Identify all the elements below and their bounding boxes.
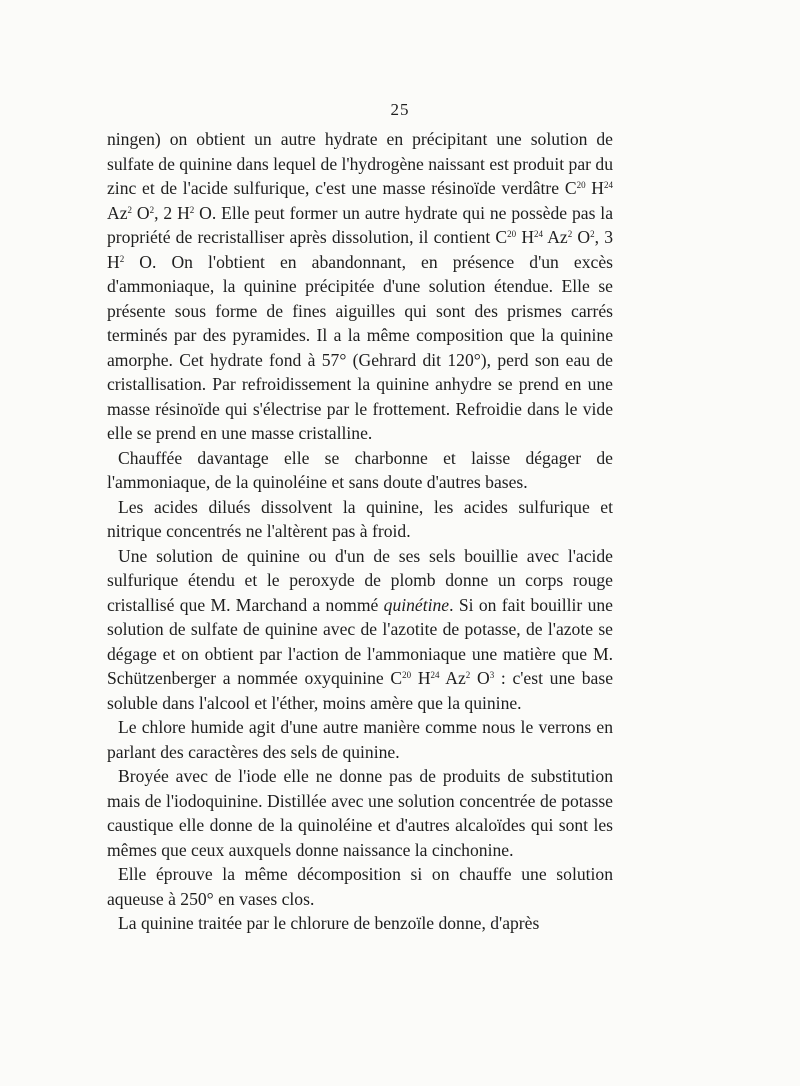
superscript: 2 (119, 253, 125, 264)
text-run: H (411, 668, 431, 688)
text-run: ningen) on obtient un autre hydrate en précipitant une solution de sulfate de quinine dans lequel de l'hydrogène naissant est produit par du zinc et de l'acide sulfurique, c'est une masse résinoïde verdâtre C (107, 129, 613, 198)
text-run: Le chlore humide agit d'une autre manière comme nous le verrons en parlant des caractères des sels de quinine. (107, 717, 613, 762)
text-run: Az (439, 668, 466, 688)
superscript: 2 (567, 229, 573, 239)
italic-term: quinétine (383, 594, 450, 615)
paragraph (107, 544, 613, 716)
text-run: La quinine traitée par le chlorure de benzoïle donne, d'après (118, 913, 540, 933)
text-run: Une solution de quinine ou d'un de ses sels bouillie avec l'acide sulfurique étendu et le peroxyde de plomb donne un corps rouge cristallisé que M. Marchand a nommé (107, 545, 613, 615)
text-run: O. On l'obtient en abandonnant, en présence d'un excès d'ammoniaque, la quinine précipitée d'une solution étendue. Elle se présente sous forme de fines aiguilles qui sont des prismes carrés terminés par des pyramides. Il a la même composition que la quinine amorphe. Cet hydrate fond à 57° (Gehrard dit 120°), perd son eau de cristallisation. Par refroidissement la quinine anhydre se prend en une masse résinoïde qui s'électrise par le frottement. Refroidie dans le vide elle se prend en une masse cristalline. (107, 251, 613, 443)
superscript: 2 (189, 204, 195, 215)
text-run: H (585, 178, 604, 198)
superscript: 2 (465, 670, 471, 680)
superscript: 20 (576, 180, 586, 190)
superscript: 20 (402, 670, 412, 680)
text-run: . Si on fait bouillir une solution de sulfate de quinine avec de l'azotite de potasse, de l'azote se dégage et on obtient par l'action de l'ammoniaque une matière que M. Schützenberger a nommée oxyquinine C (107, 594, 613, 688)
text-run: O (132, 202, 150, 223)
superscript: 2 (149, 204, 155, 215)
paragraph (107, 862, 613, 911)
superscript: 24 (604, 180, 613, 190)
text-run: Broyée avec de l'iode elle ne donne pas de produits de substitution mais de l'iodoquinine. Distillée avec une solution concentrée de potasse caustique elle donne de la quinoléine et d'autres alcaloïdes qui sont les mêmes que ceux auxquels donne naissance la cinchonine. (107, 766, 613, 860)
superscript: 3 (489, 670, 495, 680)
superscript: 24 (430, 670, 440, 680)
text-run: : c'est une base soluble dans l'alcool et l'éther, moins amère que la quinine. (107, 668, 614, 713)
paragraph (107, 495, 613, 544)
text-run: Chauffée davantage elle se charbonne et laisse dégager de l'ammoniaque, de la quinoléine et sans doute d'autres bases. (107, 447, 613, 492)
text-run: O. Elle peut former un autre hydrate qui ne possède pas la propriété de recristalliser après dissolution, il contient C (107, 202, 613, 247)
superscript: 20 (507, 229, 517, 239)
paragraph (107, 911, 613, 936)
text-run: , 3 H (107, 227, 613, 272)
paragraph (107, 715, 613, 764)
text-run: O (470, 668, 490, 688)
paragraph (107, 127, 613, 446)
text-run: O (572, 227, 591, 247)
text-run: Elle éprouve la même décomposition si on chauffe une solution aqueuse à 250° en vases clos. (107, 864, 613, 909)
body-text (107, 127, 613, 936)
superscript: 24 (534, 229, 544, 239)
text-run: Az (543, 227, 568, 247)
text-run: , 2 H (154, 202, 190, 223)
superscript: 2 (590, 229, 595, 239)
text-run: H (516, 227, 535, 247)
page-number: 25 (390, 100, 410, 119)
text-run: Az (107, 202, 128, 223)
paragraph (107, 446, 613, 495)
text-run: Les acides dilués dissolvent la quinine, les acides sulfurique et nitrique concentrés ne l'altèrent pas à froid. (107, 496, 613, 541)
paragraph (107, 764, 613, 862)
superscript: 2 (127, 204, 133, 215)
